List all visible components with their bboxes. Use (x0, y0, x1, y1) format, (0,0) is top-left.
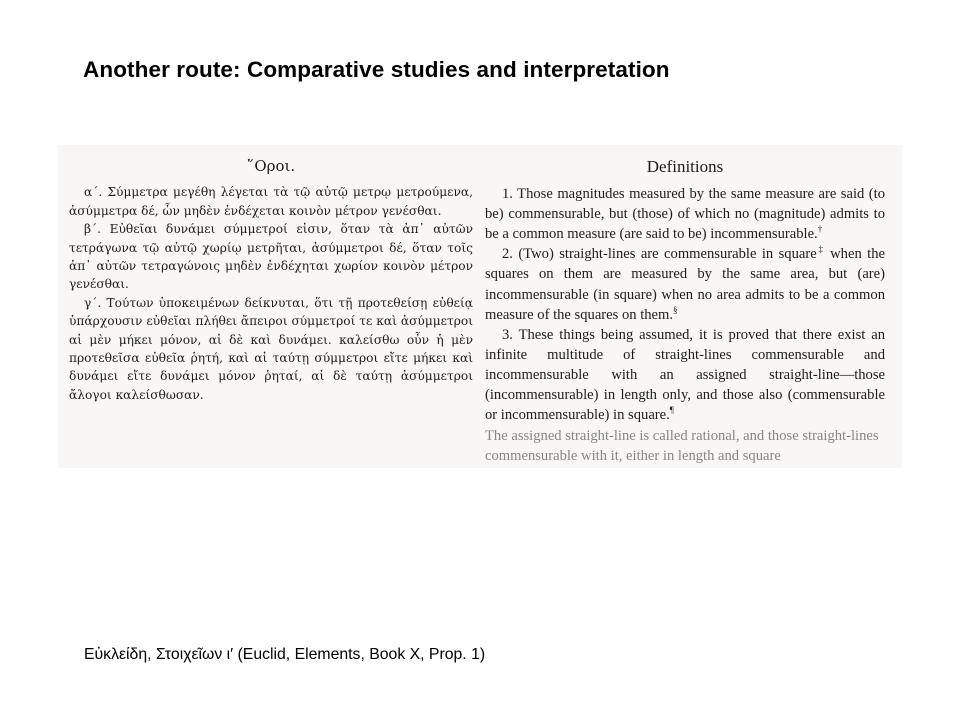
greek-definition-2: β΄. Εὐθεῖαι δυνάμει σύμμετροί εἰσιν, ὅταν τὰ ἀπ᾿ αὐτῶν τετράγωνα τῷ αὐτῷ χωρίῳ μετρῆται, ἀσύμμετροι δέ, ὅταν τοῖς ἀπ᾿ αὐτῶν τετραγώνοις μηδὲν ἐνδέχηται χωρίον κοινὸν μέτρον γενέσθαι. (69, 222, 473, 292)
source-caption: Εὐκλείδη, Στοιχεῖων ι′ (Euclid, Elements, Book X, Prop. 1) (84, 646, 486, 663)
english-definition-2 (485, 244, 885, 324)
footnote-mark-section: § (673, 304, 678, 315)
greek-definition-1: α΄. Σύμμετρα μεγέθη λέγεται τὰ τῷ αὐτῷ μετρῳ μετρούμενα, ἀσύμμετρα δέ, ὧν μηδὲν ἐνδέχεται κοινὸν μέτρον γενέσθαι. (69, 185, 473, 218)
english-definition-3-text: 3. These things being assumed, it is proved that there exist an infinite multitude of straight-lines commensurable and incommensurable with an assigned straight-line—those (incommensurable) in length only, and those also (commensurable or incommensurable) in square. (485, 326, 885, 424)
scanned-page-excerpt (58, 145, 902, 468)
greek-definition-3: γ΄. Τούτων ὑποκειμένων δείκνυται, ὅτι τῇ προτεθείσῃ εὐθείᾳ ὑπάρχουσιν εὐθεῖαι πλήθει ἄπειροι σύμμετροί τε καὶ ἀσύμμετροι αἱ μὲν μήκει μόνον, αἱ δὲ καὶ δυνάμει. καλείσθω οὖν ἡ μὲν προτεθεῖσα εὐθεῖα ῥητή, καὶ αἱ ταύτῃ σύμμετροι εἴτε μήκει καὶ δυνάμει εἴτε δυνάμει μόνον ῥηταί, αἱ δὲ ταύτῃ ἀσύμμετροι ἄλογοι καλείσθωσαν. (69, 295, 473, 402)
greek-text-column (69, 145, 473, 404)
english-definition-3 (485, 325, 885, 425)
english-definition-2-rest: when the squares on them are measured by the same area, but (are) incommensurable (in square) when no area admits to be a common measure of the squares on them. (485, 246, 885, 323)
cutoff-text-line: The assigned straight-line is called rational, and those straight-lines commensurable with it, either in length and square (485, 428, 879, 465)
english-definition-2-text: 2. (Two) straight-lines are commensurable in square (502, 246, 817, 263)
english-definition-1 (485, 184, 885, 244)
footnote-mark-pilcrow: ¶ (669, 405, 674, 416)
english-text-column (485, 145, 885, 465)
english-definition-1-text: 1. Those magnitudes measured by the same measure are said (to be) commensurable, but (those) of which no (magnitude) admits to be a common measure (are said to be) incommensurable. (485, 186, 885, 243)
greek-heading: ῞Οροι. (246, 157, 296, 175)
slide-title: Another route: Comparative studies and interpretation (83, 57, 670, 82)
footnote-mark-double-dagger: ‡ (816, 244, 825, 255)
footnote-mark-dagger: † (817, 224, 823, 235)
english-heading: Definitions (646, 157, 724, 176)
